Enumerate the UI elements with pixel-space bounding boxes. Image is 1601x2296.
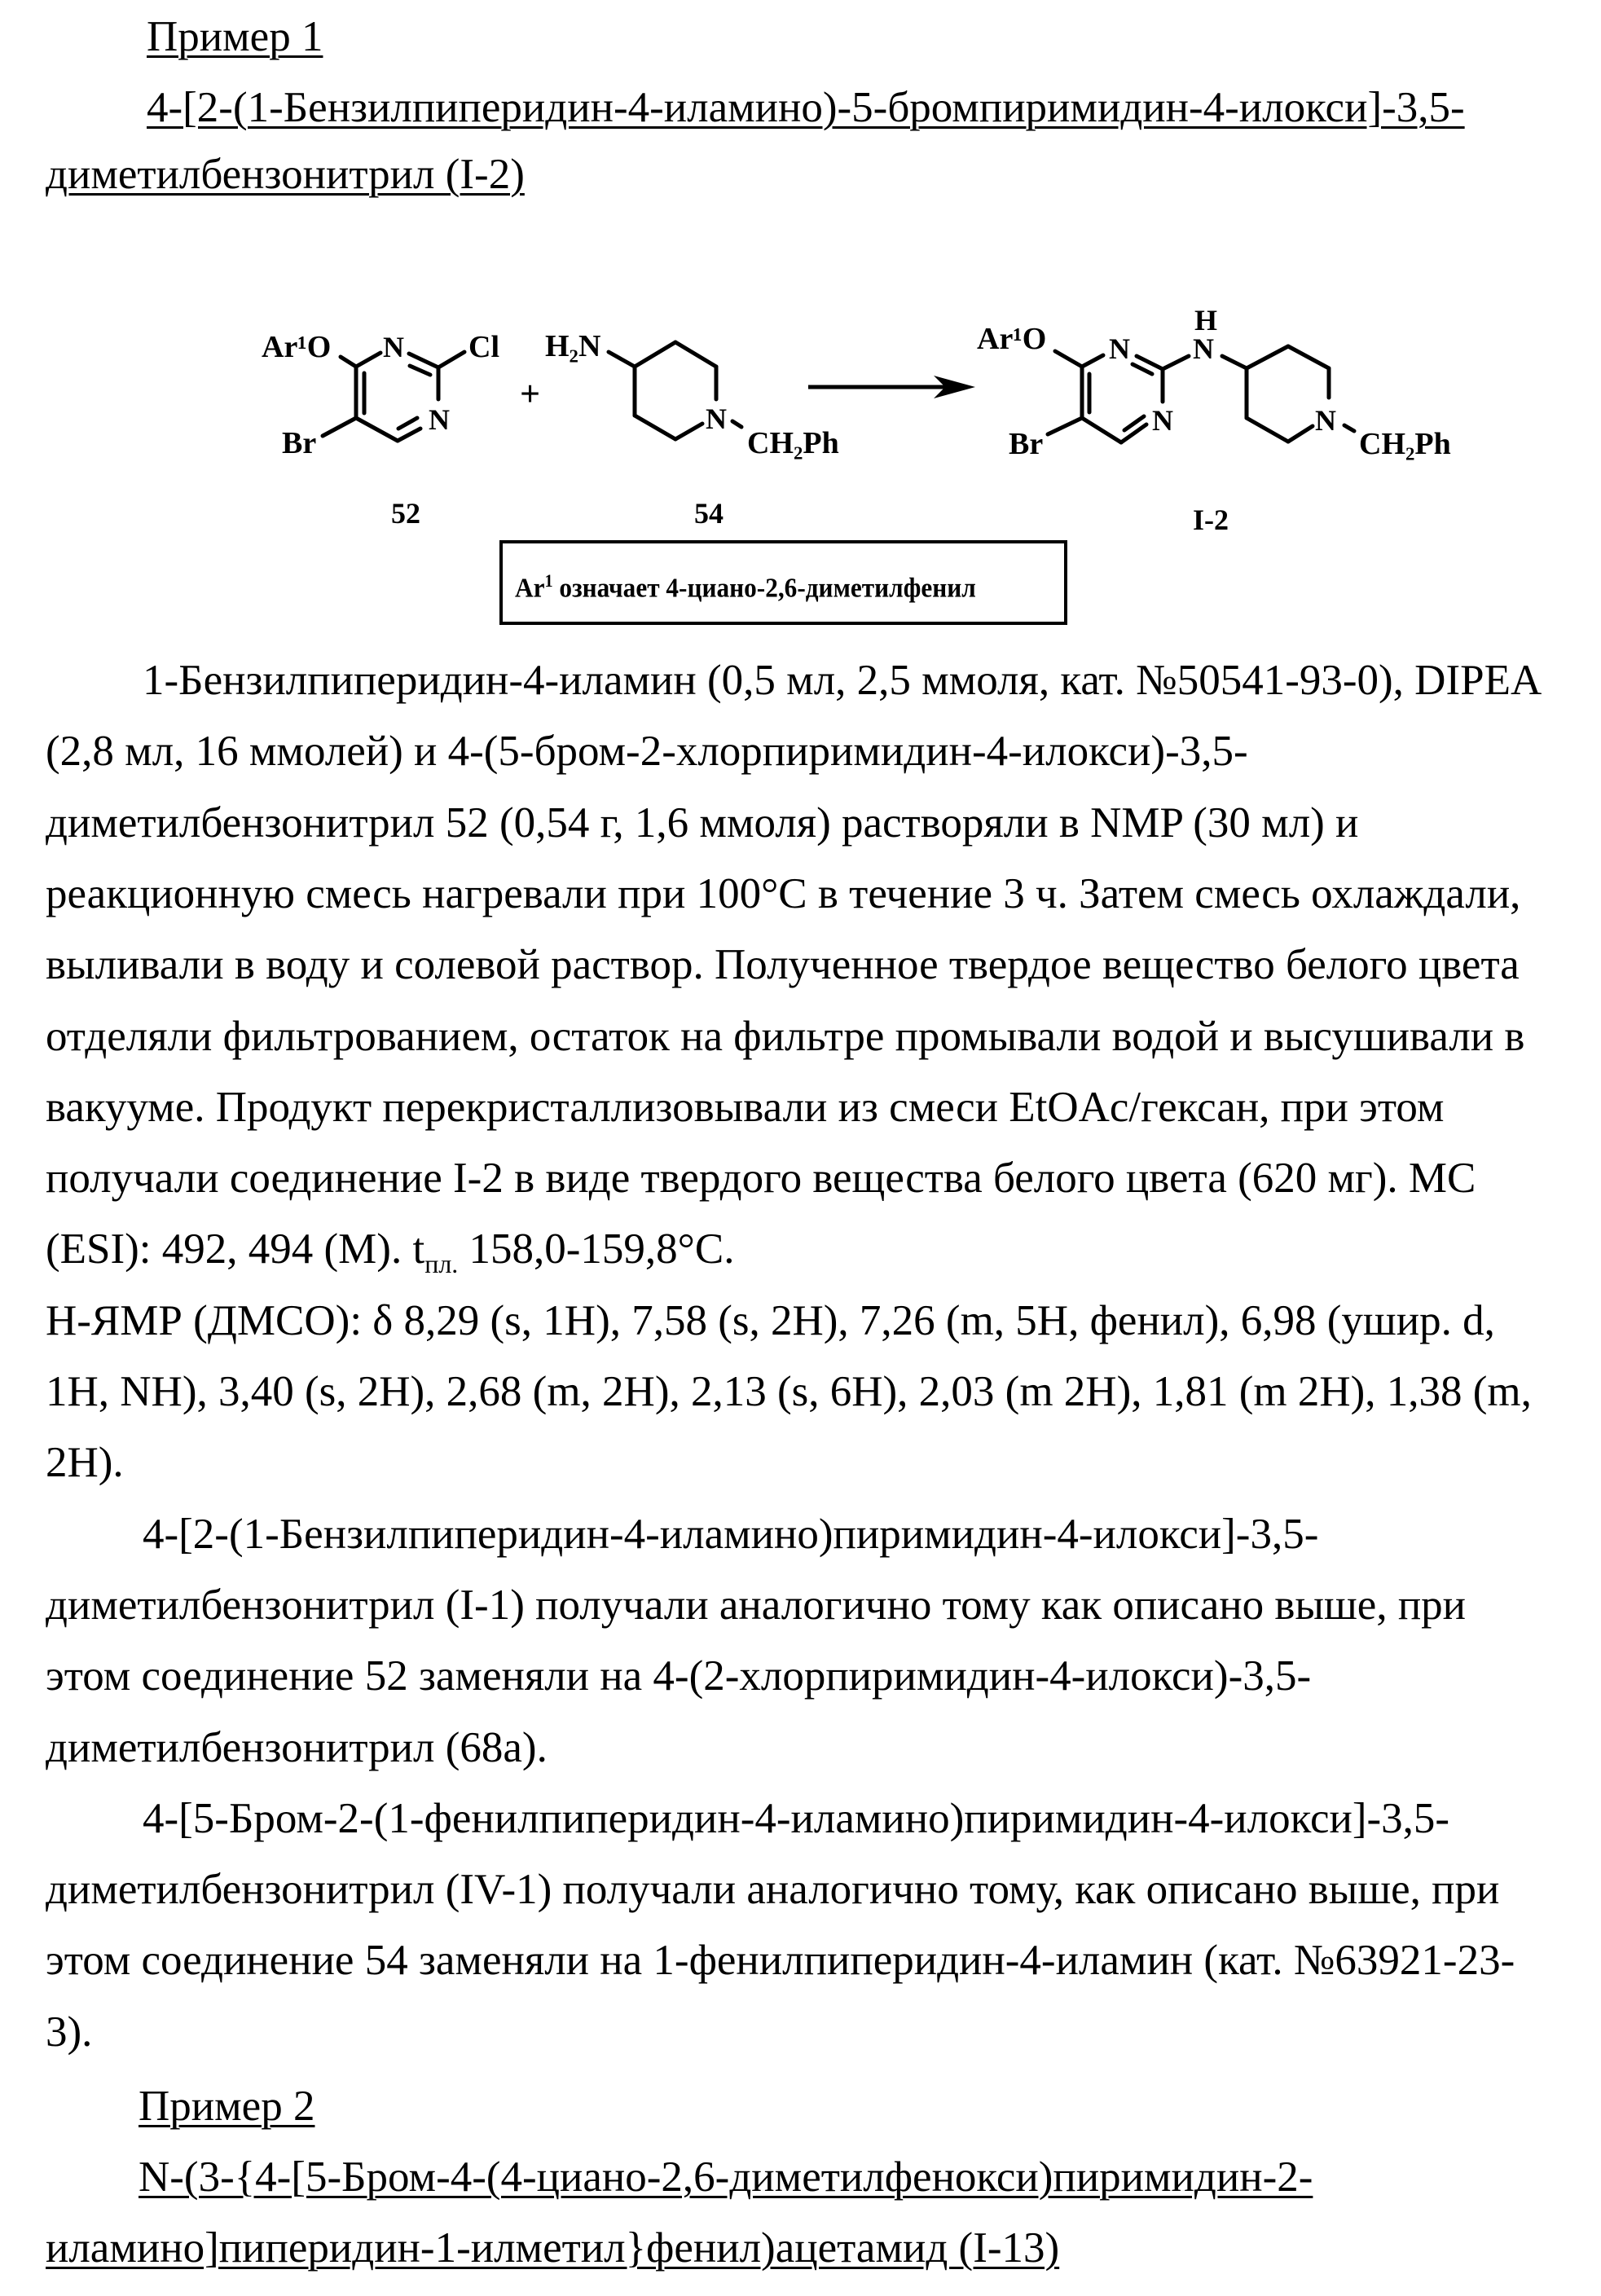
- ms-data: (ESI): 492, 494 (M). t: [46, 1225, 425, 1273]
- reactant-54-n-label: N: [706, 402, 727, 435]
- paragraph-2-line-3: этом соединение 52 заменяли на 4-(2-хлорпиримидин-4-илокси)-3,5-: [46, 1652, 1312, 1700]
- paragraph-1-line-6: отделяли фильтрованием, остаток на фильтре промывали водой и высушивали в: [46, 1013, 1525, 1060]
- melting-point-value: 158,0-159,8°C.: [458, 1225, 735, 1273]
- product-nh-h-label: H: [1194, 304, 1218, 336]
- paragraph-3-line-4: 3).: [46, 2008, 93, 2056]
- paragraph-1-line-7: вакууме. Продукт перекристаллизовывали из смеси EtOAc/гексан, при этом: [46, 1084, 1445, 1131]
- reactant-52-n1-label: N: [383, 331, 404, 363]
- paragraph-2-line-2: диметилбензонитрил (I-1) получали аналогично тому как описано выше, при: [46, 1581, 1467, 1629]
- paragraph-1-line-8: получали соединение I-2 в виде твердого вещества белого цвета (620 мг). МС: [46, 1155, 1476, 1202]
- product-bromo-label: Br: [1009, 427, 1044, 461]
- nmr-line-2: 1H, NH), 3,40 (s, 2H), 2,68 (m, 2H), 2,13 (s, 6H), 2,03 (m 2H), 1,81 (m 2H), 1,38 (m,: [46, 1368, 1532, 1415]
- product-n3-label: N: [1152, 404, 1173, 437]
- product-pip-n-label: N: [1315, 404, 1336, 437]
- aryl-definition-text: [515, 565, 976, 605]
- plus-sign: +: [520, 374, 541, 414]
- paragraph-1-line-2: (2,8 мл, 16 ммолей) и 4-(5-бром-2-хлорпиримидин-4-илокси)-3,5-: [46, 728, 1248, 775]
- reactant-52-n3-label: N: [429, 403, 450, 436]
- product-nh-n-label: N: [1193, 332, 1214, 365]
- example-1-title-line-1: 4-[2-(1-Бензилпиперидин-4-иламино)-5-бромпиримидин-4-илокси]-3,5-: [147, 84, 1465, 131]
- example-1-heading: Пример 1: [147, 13, 323, 60]
- example-2-title-line-2: иламино]пиперидин-1-илметил}фенил)ацетамид (I-13): [46, 2224, 1060, 2272]
- paragraph-1-line-5: выливали в воду и солевой раствор. Полученное твердое вещество белого цвета: [46, 941, 1520, 988]
- paragraph-2-line-4: диметилбензонитрил (68a).: [46, 1724, 548, 1771]
- paragraph-1-line-1: 1-Бензилпиперидин-4-иламин (0,5 мл, 2,5 ммоля, кат. №50541-93-0), DIPEA: [143, 657, 1542, 704]
- reactant-52-aryloxy-label: Ar¹O: [262, 330, 332, 364]
- nmr-line-1: H-ЯМР (ДМСО): δ 8,29 (s, 1H), 7,58 (s, 2H), 7,26 (m, 5H, фенил), 6,98 (ушир. d,: [46, 1297, 1495, 1344]
- nmr-line-3: 2H).: [46, 1439, 124, 1486]
- compound-54-label: 54: [694, 497, 724, 530]
- reactant-52-bromo-label: Br: [282, 426, 317, 460]
- compound-i-2-label: I-2: [1193, 504, 1229, 536]
- paragraph-1-line-3: диметилбензонитрил 52 (0,54 г, 1,6 ммоля) растворяли в NMP (30 мл) и: [46, 799, 1359, 847]
- paragraph-3-line-2: диметилбензонитрил (IV-1) получали аналогично тому, как описано выше, при: [46, 1866, 1500, 1913]
- product-n1-label: N: [1109, 332, 1130, 365]
- reaction-arrow: [808, 376, 975, 398]
- product-aryloxy-label: Ar¹O: [977, 322, 1047, 356]
- aryl-superscript: 1: [544, 570, 553, 591]
- aryl-symbol: Ar: [515, 573, 545, 604]
- paragraph-1-line-9: [46, 1225, 735, 1278]
- compound-52-label: 52: [391, 497, 420, 530]
- aryl-definition-box: [499, 540, 1067, 625]
- example-2-title-line-1: N-(3-{4-[5-Бром-4-(4-циано-2,6-диметилфенокси)пиримидин-2-: [139, 2153, 1313, 2201]
- paragraph-3-line-1: 4-[5-Бром-2-(1-фенилпиперидин-4-иламино)пиримидин-4-илокси]-3,5-: [143, 1795, 1450, 1842]
- product-benzyl-label: CH₂Ph: [1359, 427, 1451, 461]
- aryl-definition: означает 4-циано-2,6-диметилфенил: [552, 573, 976, 604]
- example-2-heading: Пример 2: [139, 2083, 315, 2130]
- reactant-54-benzyl-label: CH₂Ph: [747, 426, 839, 460]
- melting-point-subscript: пл.: [424, 1249, 459, 1278]
- paragraph-2-line-1: 4-[2-(1-Бензилпиперидин-4-иламино)пиримидин-4-илокси]-3,5-: [143, 1511, 1319, 1558]
- reactant-54-amine-label: H₂N: [545, 329, 601, 363]
- paragraph-3-line-3: этом соединение 54 заменяли на 1-фенилпиперидин-4-иламин (кат. №63921-23-: [46, 1937, 1515, 1984]
- paragraph-1-line-4: реакционную смесь нагревали при 100°C в течение 3 ч. Затем смесь охлаждали,: [46, 870, 1521, 917]
- reactant-52-chloro-label: Cl: [468, 330, 499, 364]
- example-1-title-line-2: диметилбензонитрил (I-2): [46, 151, 525, 198]
